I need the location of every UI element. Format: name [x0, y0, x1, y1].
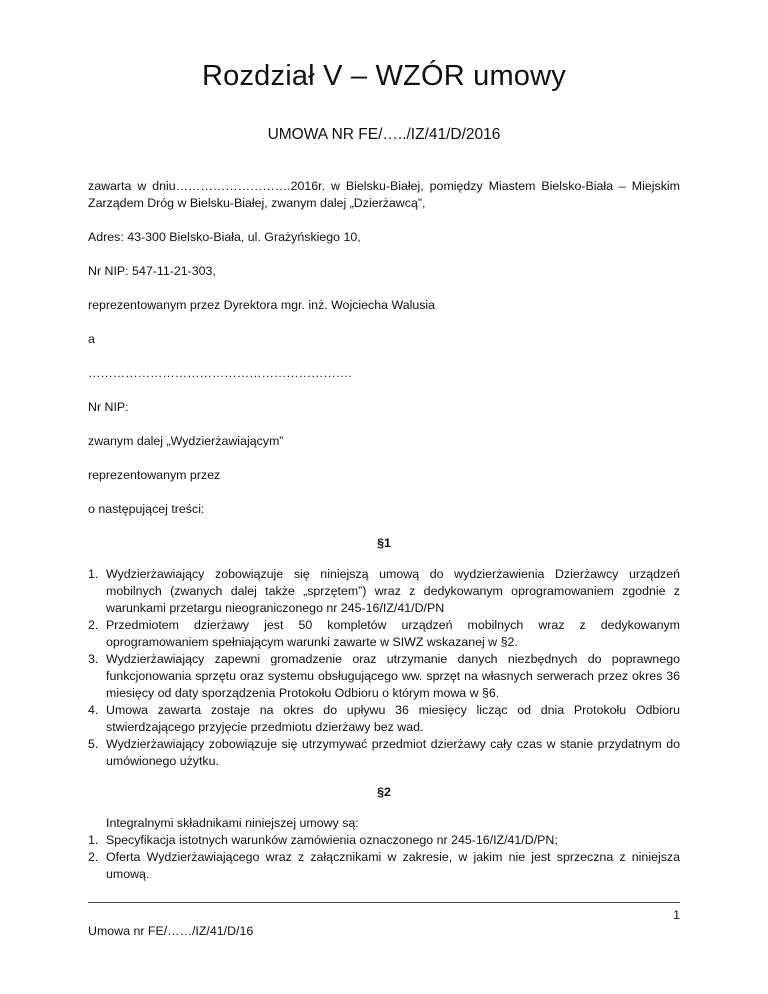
section-2-intro: Integralnymi składnikami niniejszej umowy są:	[106, 816, 359, 830]
list-item-text: Wydzierżawiający zobowiązuje się niniejszą umową do wydzierżawienia Dzierżawcy urządzeń mobilnych (zwanych dalej także „sprzętem”) wraz z dedykowanym oprogramowaniem zgodnie z warunkami przetargu nieograniczonego nr 245-16/IZ/41/D/PN	[106, 567, 680, 615]
party-alias-line: zwanym dalej „Wydzierżawiającym”	[88, 434, 284, 448]
list-item	[88, 651, 680, 702]
address-line: Adres: 43-300 Bielsko-Biała, ul. Grażyńskiego 10,	[88, 230, 361, 244]
list-item-number: 3.	[88, 652, 99, 666]
preamble-paragraph: zawarta w dniu……………………….2016r. w Bielsku-Białej, pomiędzy Miastem Bielsko-Biała – Miejskim Zarządem Dróg w Bielsku-Białej, zwanym dalej „Dzierżawcą”,	[88, 179, 680, 210]
list-item	[88, 832, 680, 849]
list-item-number: 2.	[88, 850, 99, 864]
footer-text: Umowa nr FE/……/IZ/41/D/16	[88, 924, 254, 938]
conjunction-line: a	[88, 332, 95, 346]
list-item-text: Wydzierżawiający zapewni gromadzenie oraz utrzymanie danych niezbędnych do poprawnego funkcjonowania sprzętu oraz systemu obsługującego ww. sprzęt na własnych serwerach przez okres 36 miesięcy od daty sporządzenia Protokołu Odbioru o którym mowa w §6.	[106, 652, 680, 700]
list-item-number: 1.	[88, 567, 99, 581]
list-item	[88, 617, 680, 651]
document-body	[88, 178, 680, 897]
nip-line: Nr NIP: 547-11-21-303,	[88, 264, 216, 278]
party-representative-line: reprezentowanym przez	[88, 468, 221, 482]
representative-line: reprezentowanym przez Dyrektora mgr. inż. Wojciecha Walusia	[88, 298, 436, 312]
section-1-title: §1	[377, 536, 391, 550]
list-item-number: 5.	[88, 737, 99, 751]
list-item	[88, 849, 680, 883]
list-item-text: Specyfikacja istotnych warunków zamówienia oznaczonego nr 245-16/IZ/41/D/PN;	[106, 833, 558, 847]
list-item	[88, 702, 680, 736]
list-item-text: Umowa zawarta zostaje na okres do upływu 36 miesięcy licząc od dnia Protokołu Odbioru stwierdzającego przyjęcie przedmiotu dzierżawy bez wad.	[106, 703, 680, 734]
content-intro-line: o następującej treści:	[88, 502, 205, 516]
page-number: 1	[673, 908, 680, 922]
section-2-title: §2	[377, 785, 391, 799]
list-item	[88, 566, 680, 617]
list-item-number: 2.	[88, 618, 99, 632]
list-item-text: Wydzierżawiający zobowiązuje się utrzymywać przedmiot dzierżawy cały czas w stanie przydatnym do umówionego użytku.	[106, 737, 680, 768]
list-item-number: 1.	[88, 833, 99, 847]
list-item	[88, 736, 680, 770]
section-2-list	[88, 832, 680, 883]
document-heading: Rozdział V – WZÓR umowy	[202, 60, 566, 92]
footer-divider	[88, 902, 680, 903]
party-nip-line: Nr NIP:	[88, 400, 129, 414]
list-item-number: 4.	[88, 703, 99, 717]
party-placeholder-line: ……………………………………………………….	[88, 366, 352, 380]
list-item-text: Przedmiotem dzierżawy jest 50 kompletów urządzeń mobilnych wraz z dedykowanym oprogramowaniem spełniającym warunki zawarte w SIWZ wskazanej w §2.	[106, 618, 680, 649]
contract-number-title: UMOWA NR FE/…../IZ/41/D/2016	[267, 126, 501, 143]
list-item-text: Oferta Wydzierżawiającego wraz z załącznikami w zakresie, w jakim nie jest sprzeczna z niniejsza umową.	[106, 850, 680, 881]
section-1-list	[88, 566, 680, 770]
